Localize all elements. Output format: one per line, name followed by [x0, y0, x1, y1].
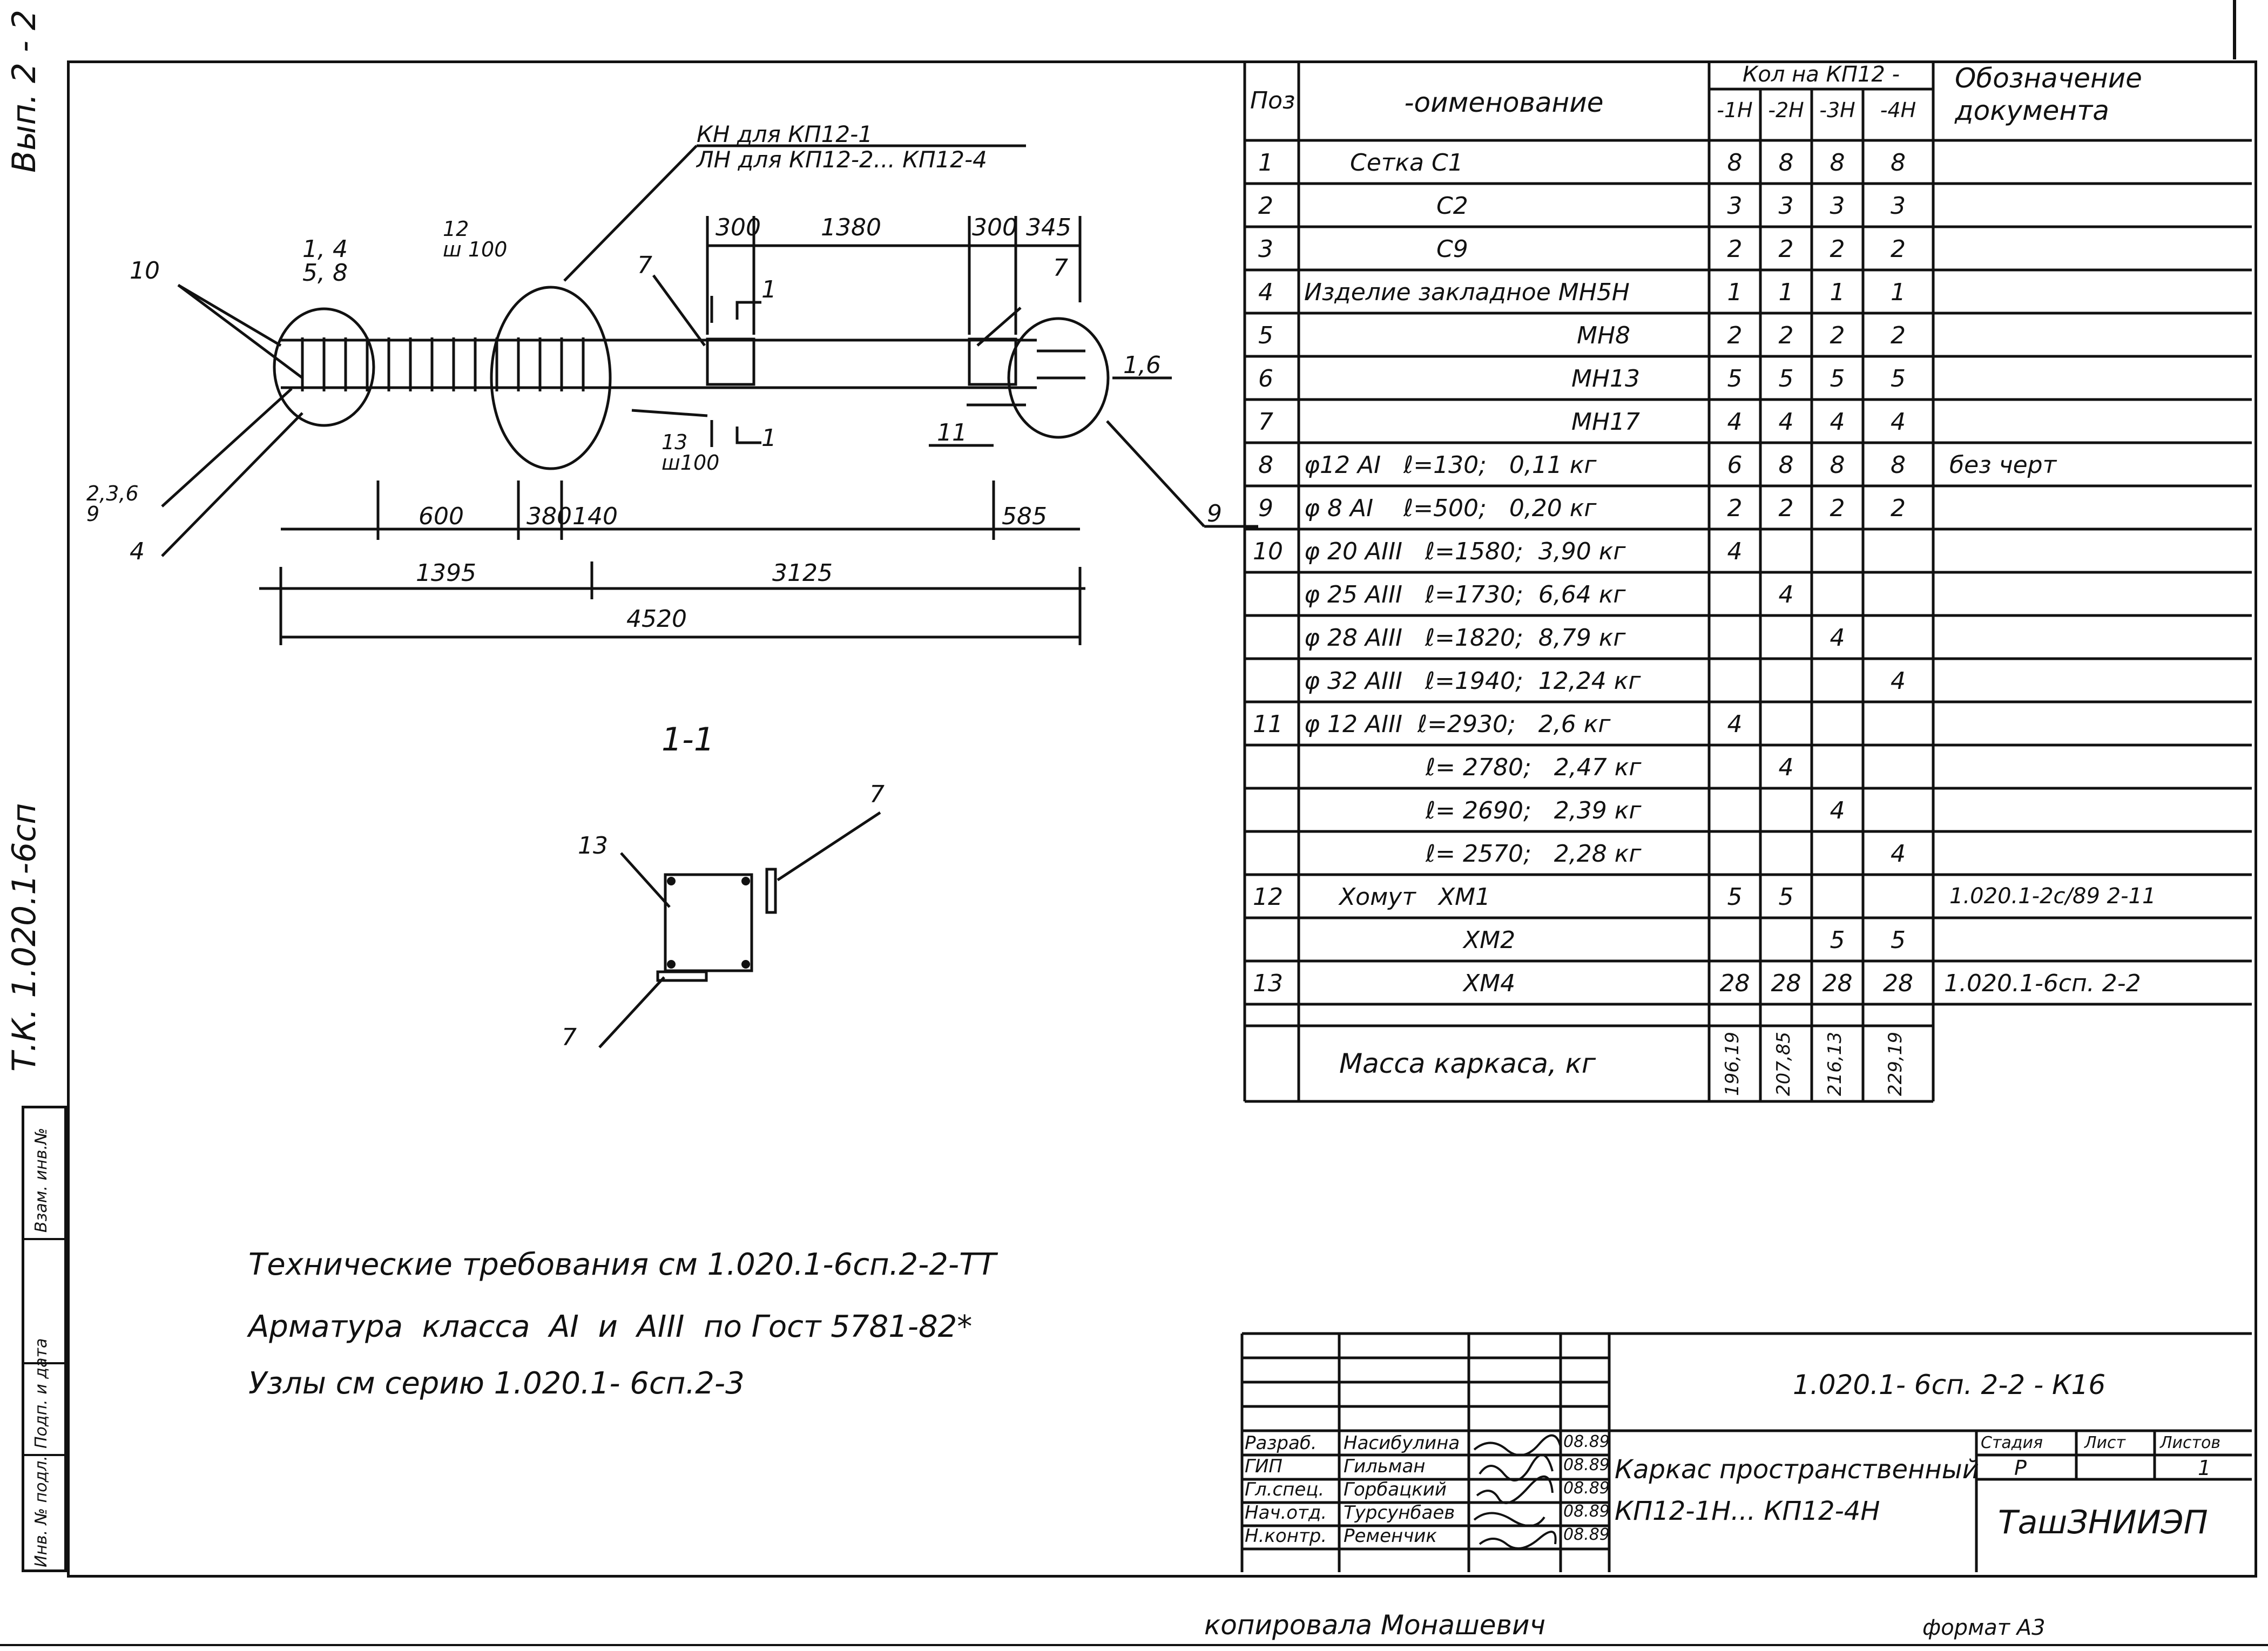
row-14-name: φ 12 АIII ℓ=2930; 2,6 кг — [1304, 711, 1611, 738]
row-4-q2: 1 — [1778, 279, 1794, 306]
mass-1: 196,19 — [1722, 1032, 1743, 1096]
dim-585: 585 — [1002, 503, 1047, 530]
footer-copied: копировала Монашевич — [1204, 1609, 1545, 1641]
row-20-name: ХМ4 — [1463, 970, 1516, 997]
row-20-pos: 13 — [1253, 970, 1283, 997]
dim-380: 380 — [526, 503, 572, 530]
row-6-q4: 5 — [1891, 365, 1906, 393]
row-2-q4: 3 — [1891, 192, 1906, 220]
tb-stage: Р — [2014, 1456, 2027, 1480]
tb-title-2: КП12-1Н... КП12-4Н — [1615, 1496, 1880, 1526]
dim-top-300a: 300 — [716, 214, 761, 241]
note-2: Арматура класса АI и АIII по Гост 5781-82* — [248, 1309, 973, 1344]
row-2-pos: 2 — [1258, 192, 1273, 220]
row-2-q3: 3 — [1830, 192, 1845, 220]
callout-13: 13 ш100 — [662, 430, 720, 475]
section-callout-7b: 7 — [562, 1024, 577, 1051]
row-18-pos: 12 — [1253, 883, 1283, 911]
row-13-name: φ 32 АIII ℓ=1940; 12,24 кг — [1304, 667, 1641, 695]
row-20-q3: 28 — [1822, 970, 1853, 997]
row-14-q1: 4 — [1727, 711, 1743, 738]
row-2-q2: 3 — [1778, 192, 1794, 220]
stamp-inv-repl: Взам. инв.№ — [32, 1127, 51, 1233]
row-7-pos: 7 — [1258, 408, 1273, 436]
row-19-q3: 5 — [1830, 926, 1845, 954]
th-qty-group: Кол на КП12 - — [1742, 62, 1900, 87]
row-9-q1: 2 — [1727, 495, 1743, 522]
row-7-q1: 4 — [1727, 408, 1743, 436]
row-6-q2: 5 — [1778, 365, 1794, 393]
tb-date-1: 08.89 — [1563, 1432, 1610, 1451]
th-qty-1: -1Н — [1717, 98, 1753, 122]
row-8-pos: 8 — [1258, 451, 1273, 479]
dim-140: 140 — [572, 503, 618, 530]
tb-sheets: 1 — [2198, 1456, 2211, 1480]
tb-role-1: Разраб. — [1245, 1432, 1317, 1454]
row-3-q1: 2 — [1727, 235, 1743, 263]
callout-10: 10 — [130, 257, 160, 285]
callout-9: 9 — [1207, 500, 1222, 527]
issue-label: Вып. 2 - 2 — [5, 9, 43, 173]
th-doc: Обозначение документа — [1955, 63, 2142, 126]
dim-top-345: 345 — [1026, 214, 1071, 241]
row-10-pos: 10 — [1253, 538, 1283, 565]
row-3-pos: 3 — [1258, 235, 1273, 263]
row-1-name: Сетка С1 — [1350, 149, 1463, 177]
row-11-name: φ 25 АIII ℓ=1730; 6,64 кг — [1304, 581, 1626, 608]
tb-role-3: Гл.спец. — [1245, 1479, 1325, 1500]
tb-role-5: Н.контр. — [1245, 1525, 1327, 1547]
tb-date-2: 08.89 — [1563, 1456, 1610, 1474]
row-16-q3: 4 — [1830, 797, 1845, 824]
row-7-q4: 4 — [1891, 408, 1906, 436]
callout-1a: 1 — [761, 276, 777, 303]
row-9-q3: 2 — [1830, 495, 1845, 522]
row-6-pos: 6 — [1258, 365, 1273, 393]
row-5-q4: 2 — [1891, 322, 1906, 349]
mass-3: 216,13 — [1824, 1032, 1846, 1096]
row-4-q1: 1 — [1727, 279, 1743, 306]
callout-236: 2,3,6 9 — [86, 482, 139, 526]
row-8-q2: 8 — [1778, 451, 1794, 479]
row-1-q4: 8 — [1891, 149, 1906, 177]
dim-3125: 3125 — [772, 559, 833, 587]
mass-4: 229,19 — [1885, 1032, 1906, 1096]
row-8-q1: 6 — [1727, 451, 1743, 479]
dim-4520: 4520 — [626, 605, 687, 633]
tb-name-3: Горбацкий — [1344, 1479, 1447, 1500]
row-7-q3: 4 — [1830, 408, 1845, 436]
row-18-q1: 5 — [1727, 883, 1743, 911]
row-12-name: φ 28 АIII ℓ=1820; 8,79 кг — [1304, 624, 1626, 652]
row-16-name: ℓ= 2690; 2,39 кг — [1426, 797, 1642, 824]
tb-date-3: 08.89 — [1563, 1479, 1610, 1498]
tb-stage-label: Стадия — [1981, 1433, 2043, 1452]
dim-top-300b: 300 — [972, 214, 1017, 241]
tb-name-4: Турсунбаев — [1344, 1502, 1455, 1524]
note-3: Узлы см серию 1.020.1- 6сп.2-3 — [248, 1366, 745, 1401]
dim-600: 600 — [418, 503, 464, 530]
row-14-pos: 11 — [1253, 711, 1283, 738]
row-4-pos: 4 — [1258, 279, 1273, 306]
stamp-inv-orig: Инв. № подл. — [32, 1456, 51, 1567]
tb-code: 1.020.1- 6сп. 2-2 - К16 — [1793, 1369, 2106, 1400]
row-20-q1: 28 — [1719, 970, 1750, 997]
tb-date-5: 08.89 — [1563, 1525, 1610, 1544]
series-label: Т.К. 1.020.1-6сп — [5, 803, 43, 1072]
row-1-q2: 8 — [1778, 149, 1794, 177]
row-4-q3: 1 — [1830, 279, 1845, 306]
row-8-q3: 8 — [1830, 451, 1845, 479]
row-4-name: Изделие закладное МН5Н — [1304, 279, 1630, 306]
row-19-q4: 5 — [1891, 926, 1906, 954]
dim-top-1380: 1380 — [821, 214, 881, 241]
tb-role-2: ГИП — [1245, 1456, 1282, 1477]
row-17-q4: 4 — [1891, 840, 1906, 868]
row-4-q4: 1 — [1891, 279, 1906, 306]
tb-org: ТашЗНИИЭП — [1998, 1504, 2208, 1541]
row-18-q2: 5 — [1778, 883, 1794, 911]
row-7-q2: 4 — [1778, 408, 1794, 436]
row-5-q2: 2 — [1778, 322, 1794, 349]
row-1-pos: 1 — [1258, 149, 1273, 177]
mass-label: Масса каркаса, кг — [1339, 1048, 1596, 1079]
note-1: Технические требования см 1.020.1-6сп.2-2-ТТ — [248, 1247, 996, 1282]
row-9-q2: 2 — [1778, 495, 1794, 522]
row-3-q3: 2 — [1830, 235, 1845, 263]
row-8-doc: без черт — [1949, 451, 2057, 479]
row-13-q4: 4 — [1891, 667, 1906, 695]
mass-2: 207,85 — [1773, 1032, 1794, 1096]
row-5-name: МН8 — [1577, 322, 1631, 349]
callout-12: 12 ш 100 — [443, 217, 508, 261]
callout-11: 11 — [937, 419, 967, 446]
row-18-doc: 1.020.1-2с/89 2-11 — [1949, 884, 2156, 909]
callout-7a: 7 — [637, 252, 652, 279]
tb-name-5: Ременчик — [1344, 1525, 1437, 1547]
footer-rule — [0, 1644, 2268, 1646]
row-3-name: С9 — [1436, 235, 1468, 263]
footer-format: формат А3 — [1922, 1615, 2046, 1640]
tb-date-4: 08.89 — [1563, 1502, 1610, 1521]
row-9-name: φ 8 АI ℓ=500; 0,20 кг — [1304, 495, 1597, 522]
row-20-doc: 1.020.1-6сп. 2-2 — [1944, 970, 2141, 997]
row-10-name: φ 20 АIII ℓ=1580; 3,90 кг — [1304, 538, 1626, 565]
row-5-q1: 2 — [1727, 322, 1743, 349]
leader-title-1: КН для КП12-1 — [697, 121, 873, 147]
row-17-name: ℓ= 2570; 2,28 кг — [1426, 840, 1642, 868]
row-11-q2: 4 — [1778, 581, 1794, 608]
row-8-q4: 8 — [1891, 451, 1906, 479]
row-7-name: МН17 — [1571, 408, 1641, 436]
th-qty-2: -2Н — [1768, 98, 1804, 122]
row-18-name: Хомут ХМ1 — [1339, 883, 1490, 911]
callout-7b: 7 — [1053, 254, 1068, 282]
section-title: 1-1 — [662, 721, 714, 759]
tb-name-1: Насибулина — [1344, 1432, 1460, 1454]
row-20-q2: 28 — [1771, 970, 1801, 997]
th-name: -оименование — [1404, 87, 1604, 118]
callout-1458: 1, 4 5, 8 — [302, 235, 348, 287]
leader-title-2: ЛН для КП12-2... КП12-4 — [697, 146, 987, 173]
row-3-q2: 2 — [1778, 235, 1794, 263]
row-1-q1: 8 — [1727, 149, 1743, 177]
tb-name-2: Гильман — [1344, 1456, 1426, 1477]
th-pos: Поз — [1250, 87, 1295, 114]
th-qty-3: -3Н — [1819, 98, 1855, 122]
row-2-name: С2 — [1436, 192, 1468, 220]
tb-title-1: Каркас пространственный — [1615, 1454, 1979, 1485]
row-6-q1: 5 — [1727, 365, 1743, 393]
row-6-name: МН13 — [1571, 365, 1641, 393]
row-9-pos: 9 — [1258, 495, 1273, 522]
row-12-q3: 4 — [1830, 624, 1845, 652]
callout-4: 4 — [130, 538, 145, 565]
row-15-q2: 4 — [1778, 754, 1794, 781]
th-qty-4: -4Н — [1880, 98, 1916, 122]
callout-1b: 1 — [761, 424, 777, 452]
row-3-q4: 2 — [1891, 235, 1906, 263]
row-5-q3: 2 — [1830, 322, 1845, 349]
row-6-q3: 5 — [1830, 365, 1845, 393]
row-1-q3: 8 — [1830, 149, 1845, 177]
row-10-q1: 4 — [1727, 538, 1743, 565]
row-8-name: φ12 АI ℓ=130; 0,11 кг — [1304, 451, 1597, 479]
row-19-name: ХМ2 — [1463, 926, 1516, 954]
callout-16: 1,6 — [1123, 351, 1161, 379]
section-callout-13: 13 — [578, 832, 608, 860]
row-2-q1: 3 — [1727, 192, 1743, 220]
section-callout-7a: 7 — [869, 781, 885, 808]
row-15-name: ℓ= 2780; 2,47 кг — [1426, 754, 1642, 781]
tb-sheets-label: Листов — [2160, 1433, 2221, 1452]
row-20-q4: 28 — [1883, 970, 1913, 997]
row-5-pos: 5 — [1258, 322, 1273, 349]
tb-sheet-label: Лист — [2084, 1433, 2126, 1452]
stamp-sign-date: Подп. и дата — [32, 1338, 51, 1449]
dim-1395: 1395 — [416, 559, 476, 587]
tb-role-4: Нач.отд. — [1245, 1502, 1327, 1524]
row-9-q4: 2 — [1891, 495, 1906, 522]
